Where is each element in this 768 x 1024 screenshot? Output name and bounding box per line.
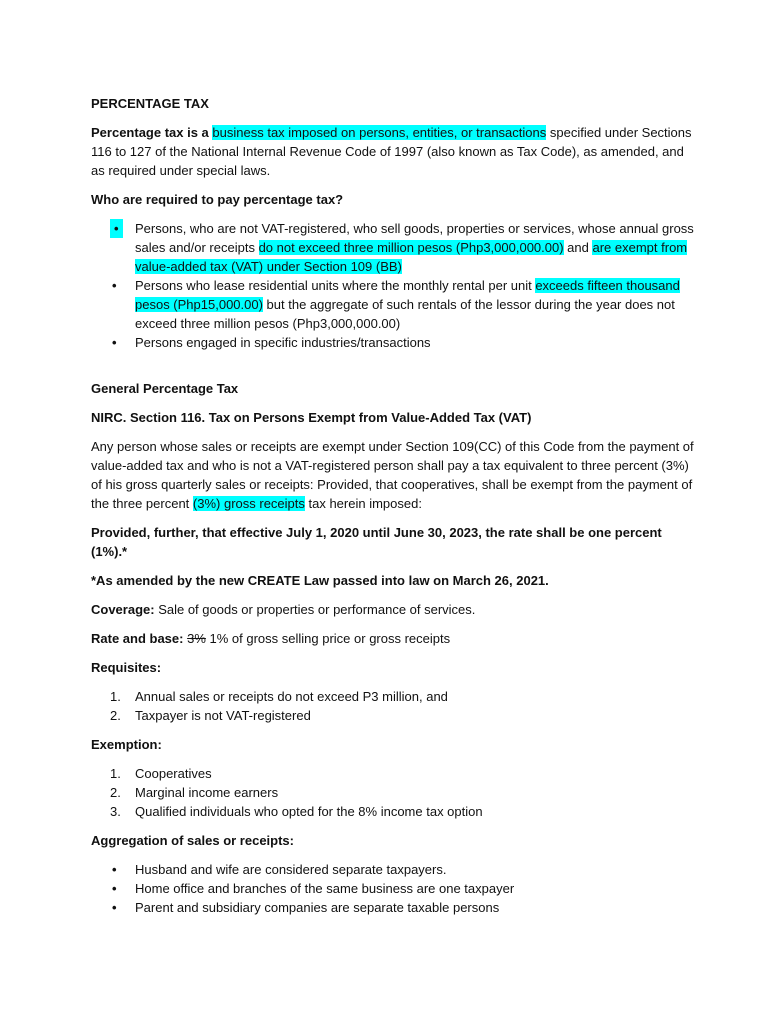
item-text: Qualified individuals who opted for the 8% income tax option — [135, 804, 483, 819]
list-item — [91, 687, 698, 706]
item-text: and — [563, 240, 593, 255]
rate-and-base — [91, 629, 698, 648]
intro-highlight: business tax imposed on persons, entities, or transactions — [212, 125, 547, 140]
item-text: Persons who lease residential units where the monthly rental per unit — [135, 278, 536, 293]
doc-title: PERCENTAGE TAX — [91, 96, 209, 111]
list-item — [91, 706, 698, 725]
coverage — [91, 600, 698, 619]
item-highlight: exceeds fifteen thousand pesos (Php15,000.00) — [135, 278, 680, 312]
list-item — [91, 802, 698, 821]
aggregation-heading: Aggregation of sales or receipts: — [91, 833, 294, 848]
list-item — [91, 276, 698, 333]
requisites-list — [91, 687, 698, 725]
item-text: Taxpayer is not VAT-registered — [135, 708, 311, 723]
coverage-text: Sale of goods or properties or performance of services. — [154, 602, 476, 617]
item-highlight: are exempt from value-added tax (VAT) under Section 109 (BB) — [135, 240, 688, 274]
intro-paragraph — [91, 123, 698, 180]
item-number: 2. — [110, 785, 121, 800]
list-item — [91, 783, 698, 802]
item-text: Persons, who are not VAT-registered, who sell goods, properties or services, whose annual gross sales and/or receipts — [135, 221, 694, 255]
spacer — [91, 352, 698, 379]
list-item — [91, 333, 698, 352]
body-text: Any person whose sales or receipts are exempt under Section 109(CC) of this Code from the payment of value-added tax and who is not a VAT-registered person shall pay a tax equivalent to three percent (3%) of his gross quarterly sales or receipts: Provided, that cooperatives, shall be exempt from the payment of the three percent — [91, 439, 694, 511]
rate-text: 1% of gross selling price or gross receipts — [205, 631, 451, 646]
item-text: Persons engaged in specific industries/transactions — [135, 335, 431, 350]
list-item: • Husband and wife are considered separate taxpayers. — [91, 860, 698, 879]
who-heading: Who are required to pay percentage tax? — [91, 192, 344, 207]
general-heading: General Percentage Tax — [91, 381, 239, 396]
list-item — [91, 219, 698, 276]
list-item — [91, 764, 698, 783]
item-number: 2. — [110, 708, 121, 723]
list-item: • Home office and branches of the same business are one taxpayer — [91, 879, 698, 898]
item-number: 1. — [110, 766, 121, 781]
item-text: Cooperatives — [135, 766, 212, 781]
rate-struck: 3% — [187, 631, 206, 646]
section-heading: NIRC. Section 116. Tax on Persons Exempt from Value-Added Tax (VAT) — [91, 410, 532, 425]
item-number: 1. — [110, 689, 121, 704]
item-number: 3. — [110, 804, 121, 819]
amended-note: *As amended by the new CREATE Law passed into law on March 26, 2021. — [91, 573, 549, 588]
body-highlight: (3%) gross receipts — [192, 496, 305, 511]
section-body — [91, 437, 698, 513]
intro-post: specified under Sections 116 to 127 of the National Internal Revenue Code of 1997 (also known as Tax Code), as amended, and as required under special laws. — [91, 125, 692, 178]
body-text: tax herein imposed: — [304, 496, 422, 511]
who-list — [91, 219, 698, 352]
intro-pre: Percentage tax is a — [91, 125, 213, 140]
proviso: Provided, further, that effective July 1, 2020 until June 30, 2023, the rate shall be one percent (1%).* — [91, 525, 662, 559]
aggregation-list — [91, 860, 698, 917]
list-item: • Parent and subsidiary companies are separate taxable persons — [91, 898, 698, 917]
requisites-heading: Requisites: — [91, 660, 162, 675]
item-text: Marginal income earners — [135, 785, 279, 800]
exemption-heading: Exemption: — [91, 737, 162, 752]
item-highlight: do not exceed three million pesos (Php3,000,000.00) — [258, 240, 564, 255]
rate-label: Rate and base: — [91, 631, 184, 646]
coverage-label: Coverage: — [91, 602, 155, 617]
item-text: but the aggregate of such rentals of the lessor during the year does not exceed three million pesos (Php3,000,000.00) — [135, 297, 675, 331]
exemption-list — [91, 764, 698, 821]
item-text: Annual sales or receipts do not exceed P3 million, and — [135, 689, 448, 704]
